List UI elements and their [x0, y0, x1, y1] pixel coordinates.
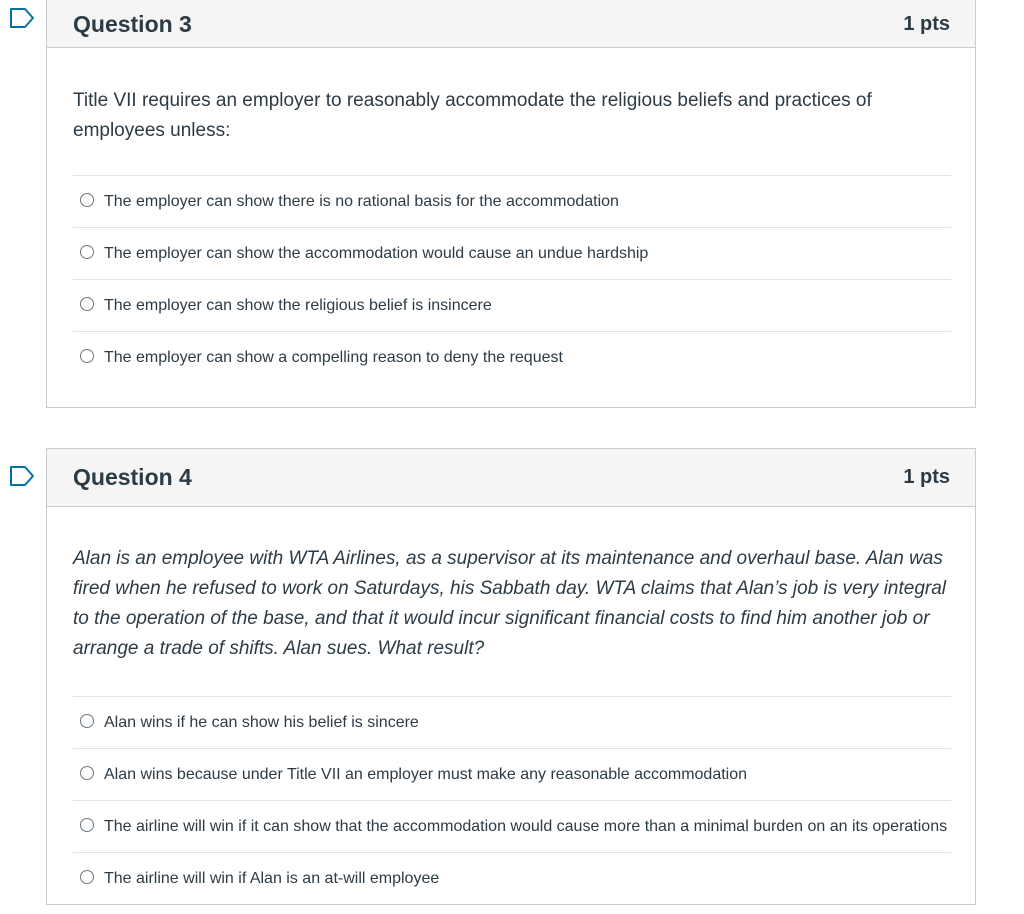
radio-button[interactable] — [80, 297, 94, 311]
question-title: Question 3 — [73, 10, 192, 37]
answer-option[interactable] — [73, 228, 951, 280]
radio-button[interactable] — [80, 766, 94, 780]
answer-option[interactable] — [73, 801, 951, 853]
question-3-header — [47, 0, 975, 48]
question-4-body — [47, 507, 975, 904]
radio-button[interactable] — [80, 349, 94, 363]
question-title: Question 4 — [73, 464, 192, 490]
answer-label: The employer can show there is no rational basis for the accommodation — [104, 193, 619, 210]
answer-option[interactable] — [73, 176, 951, 228]
answer-option[interactable] — [73, 280, 951, 332]
answer-option[interactable] — [73, 853, 951, 904]
answer-label: Alan wins because under Title VII an employer must make any reasonable accommodation — [104, 766, 748, 783]
question-4-card — [46, 448, 976, 905]
answer-option[interactable] — [73, 697, 951, 749]
question-text: Alan is an employee with WTA Airlines, as a supervisor at its maintenance and overhaul base. Alan was fired when he refused to work on Saturdays, his Sabbath day. WTA claims that Alan’s job is very integral to the operation of the base, and that it would incur significant financial costs to find him another job or arrange a trade of shifts. Alan sues. What result? — [73, 548, 947, 659]
answer-label: The employer can show the religious belief is insincere — [104, 297, 492, 314]
question-3-card — [46, 0, 976, 408]
question-text: Title VII requires an employer to reasonably accommodate the religious beliefs and practices of employees unless: — [73, 90, 872, 141]
question-points: 1 pts — [903, 466, 950, 488]
radio-button[interactable] — [80, 193, 94, 207]
flag-icon[interactable] — [9, 7, 35, 29]
question-points: 1 pts — [903, 12, 950, 35]
answer-option[interactable] — [73, 332, 951, 407]
answer-list — [73, 175, 951, 407]
answer-label: The employer can show the accommodation would cause an undue hardship — [104, 245, 649, 262]
flag-icon[interactable] — [9, 465, 35, 487]
question-3-body — [47, 48, 975, 407]
radio-button[interactable] — [80, 818, 94, 832]
answer-label: The employer can show a compelling reason to deny the request — [104, 349, 563, 366]
question-4-header — [47, 449, 975, 507]
answer-list — [73, 696, 951, 904]
answer-label: The airline will win if Alan is an at-will employee — [104, 870, 440, 887]
radio-button[interactable] — [80, 245, 94, 259]
answer-label: Alan wins if he can show his belief is sincere — [104, 714, 419, 731]
radio-button[interactable] — [80, 714, 94, 728]
radio-button[interactable] — [80, 870, 94, 884]
answer-option[interactable] — [73, 749, 951, 801]
answer-label: The airline will win if it can show that the accommodation would cause more than a minimal burden on an its operations — [104, 818, 948, 835]
